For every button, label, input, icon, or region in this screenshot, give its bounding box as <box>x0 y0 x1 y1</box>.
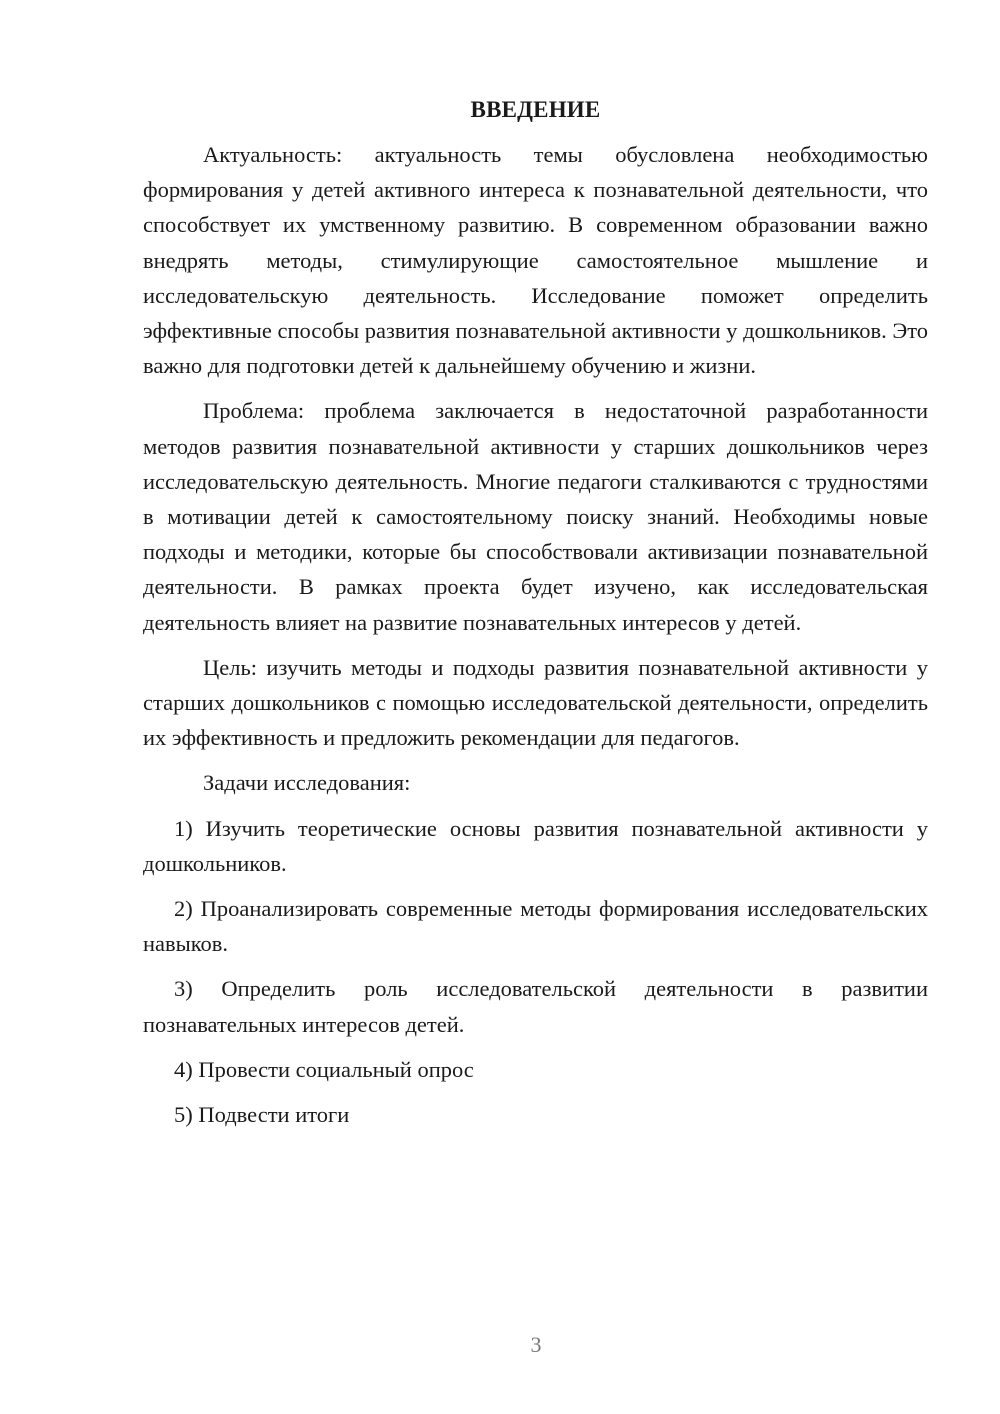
task-item: 5) Подвести итоги <box>174 1102 350 1128</box>
section-heading: ВВЕДЕНИЕ <box>470 97 601 122</box>
paragraph-goal: Цель: изучить методы и подходы развития познавательной активности у старших дошкольников с помощью исследовательской деятельности, определить их эффективность и предложить рекомендации для педагогов. <box>143 654 928 751</box>
task-item: 2) Проанализировать современные методы формирования исследовательских навыков. <box>143 896 928 957</box>
paragraph-tasks-heading: Задачи исследования: <box>203 770 411 796</box>
task-item: 4) Провести социальный опрос <box>174 1056 474 1082</box>
task-item: 1) Изучить теоретические основы развития познавательной активности у дошкольников. <box>143 815 928 876</box>
paragraph-problem: Проблема: проблема заключается в недостаточной разработанности методов развития познавательной активности у старших дошкольников через исследовательскую деятельность. Многие педагоги сталкиваются с трудностями в мотивации детей к самостоятельному поиску знаний. Необходимы новые подходы и методики, которые бы способствовали активизации познавательной деятельности. В рамках проекта будет изучено, как исследовательская деятельность влияет на развитие познавательных интересов у детей. <box>143 398 928 635</box>
paragraph-relevance: Актуальность: актуальность темы обусловлена необходимостью формирования у детей активного интереса к познавательной деятельности, что способствует их умственному развитию. В современном образовании важно внедрять методы, стимулирующие самостоятельное мышление и исследовательскую деятельность. Исследование поможет определить эффективные способы развития познавательной активности у дошкольников. Это важно для подготовки детей к дальнейшему обучению и жизни. <box>143 142 928 379</box>
document-page <box>143 93 928 1132</box>
task-item: 3) Определить роль исследовательской деятельности в развитии познавательных интересов детей. <box>143 976 928 1037</box>
page-number: 3 <box>530 1332 542 1357</box>
